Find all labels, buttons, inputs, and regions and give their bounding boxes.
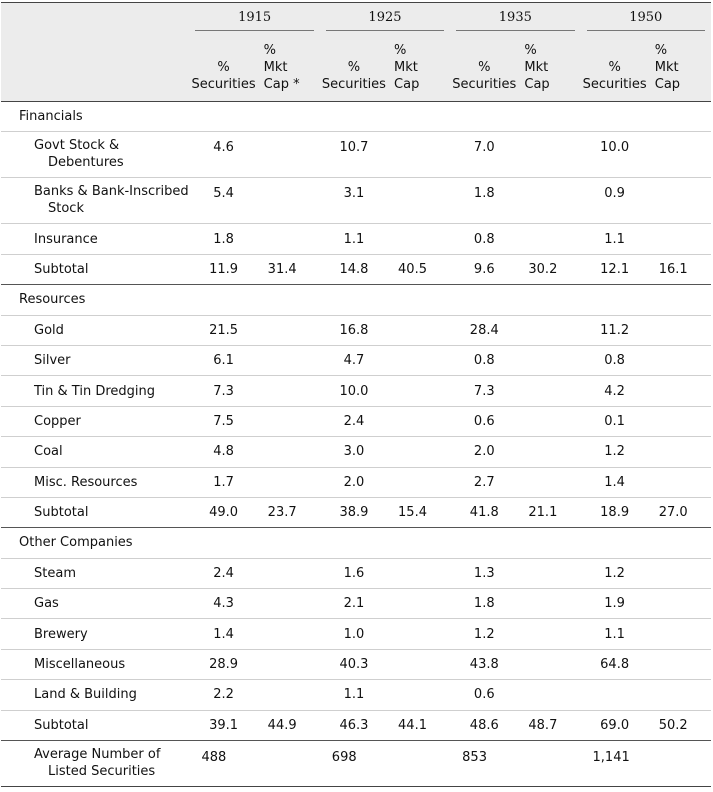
row-label: Subtotal (1, 254, 189, 284)
securities-cell: 1.4 (189, 619, 257, 649)
mkt-cap-cell: 21.1 (518, 497, 580, 527)
mkt-cap-cell (258, 132, 320, 178)
securities-cell: 43.8 (450, 649, 518, 679)
mkt-cap-cell (258, 315, 320, 345)
table-row (1, 345, 711, 375)
securities-cell: 4.2 (581, 376, 649, 406)
year-header: 1935 (450, 3, 580, 32)
row-label: Silver (1, 345, 189, 375)
mkt-cap-cell (518, 345, 580, 375)
table-row (1, 376, 711, 406)
securities-cell: 0.1 (581, 406, 649, 436)
mkt-cap-cell (258, 345, 320, 375)
row-label: Gold (1, 315, 189, 345)
securities-cell: 48.6 (450, 710, 518, 740)
average-row (1, 741, 711, 787)
mkt-cap-cell (258, 589, 320, 619)
header-blank (1, 3, 189, 32)
securities-cell: 1.1 (320, 680, 388, 710)
securities-cell: 7.0 (450, 132, 518, 178)
mkt-cap-cell (518, 619, 580, 649)
securities-cell: 28.9 (189, 649, 257, 679)
row-label: Subtotal (1, 497, 189, 527)
securities-cell: 12.1 (581, 254, 649, 284)
securities-cell: 41.8 (450, 497, 518, 527)
table-row (1, 406, 711, 436)
mkt-cap-cell (388, 437, 450, 467)
mkt-cap-cell (518, 437, 580, 467)
mkt-cap-cell (388, 467, 450, 497)
mkt-cap-cell (388, 376, 450, 406)
securities-cell: 10.7 (320, 132, 388, 178)
securities-cell: 16.8 (320, 315, 388, 345)
mkt-cap-cell: 44.9 (258, 710, 320, 740)
mkt-cap-cell (388, 315, 450, 345)
table-body (1, 102, 711, 787)
mkt-cap-subheader: % Mkt Cap (649, 31, 711, 102)
mkt-cap-subheader: % Mkt Cap * (258, 31, 320, 102)
mkt-cap-cell (518, 680, 580, 710)
securities-cell: 1.2 (581, 558, 649, 588)
table-row (1, 437, 711, 467)
mkt-cap-cell: 15.4 (388, 497, 450, 527)
securities-table (1, 2, 711, 787)
mkt-cap-cell (258, 649, 320, 679)
securities-cell: 4.7 (320, 345, 388, 375)
row-label: Tin & Tin Dredging (1, 376, 189, 406)
securities-cell: 0.9 (581, 178, 649, 224)
mkt-cap-cell (258, 437, 320, 467)
securities-cell: 4.8 (189, 437, 257, 467)
mkt-cap-cell (258, 680, 320, 710)
count-cell: 488 (189, 741, 319, 787)
row-label: Gas (1, 589, 189, 619)
securities-cell: 46.3 (320, 710, 388, 740)
securities-subheader: % Securities (189, 31, 257, 102)
securities-subheader: % Securities (581, 31, 649, 102)
securities-cell: 21.5 (189, 315, 257, 345)
mkt-cap-cell: 16.1 (649, 254, 711, 284)
securities-cell: 2.4 (320, 406, 388, 436)
mkt-cap-cell: 23.7 (258, 497, 320, 527)
securities-cell: 1.8 (450, 178, 518, 224)
mkt-cap-cell (258, 467, 320, 497)
mkt-cap-cell (649, 224, 711, 254)
row-label: Land & Building (1, 680, 189, 710)
mkt-cap-cell (649, 680, 711, 710)
mkt-cap-cell (388, 406, 450, 436)
table-row (1, 649, 711, 679)
mkt-cap-cell (518, 406, 580, 436)
mkt-cap-cell: 30.2 (518, 254, 580, 284)
mkt-cap-cell: 50.2 (649, 710, 711, 740)
securities-cell: 2.2 (189, 680, 257, 710)
mkt-cap-cell (388, 224, 450, 254)
mkt-cap-cell (258, 224, 320, 254)
category-label: Financials (1, 102, 711, 132)
header-blank (1, 31, 189, 102)
securities-cell: 10.0 (581, 132, 649, 178)
securities-cell: 0.8 (450, 345, 518, 375)
securities-cell: 1.8 (189, 224, 257, 254)
securities-cell: 1.6 (320, 558, 388, 588)
table-row (1, 558, 711, 588)
securities-cell: 2.7 (450, 467, 518, 497)
mkt-cap-cell (388, 558, 450, 588)
table-row (1, 178, 711, 224)
table-row (1, 589, 711, 619)
securities-cell: 2.1 (320, 589, 388, 619)
count-cell: 853 (450, 741, 580, 787)
securities-cell: 28.4 (450, 315, 518, 345)
securities-cell: 7.3 (189, 376, 257, 406)
row-label: Steam (1, 558, 189, 588)
securities-cell: 14.8 (320, 254, 388, 284)
mkt-cap-cell (258, 406, 320, 436)
mkt-cap-cell (258, 619, 320, 649)
table-row (1, 619, 711, 649)
securities-cell: 11.2 (581, 315, 649, 345)
securities-subheader: % Securities (450, 31, 518, 102)
mkt-cap-subheader: % Mkt Cap (518, 31, 580, 102)
row-label: Misc. Resources (1, 467, 189, 497)
mkt-cap-cell (649, 315, 711, 345)
mkt-cap-cell (388, 589, 450, 619)
mkt-cap-cell (388, 619, 450, 649)
securities-cell: 10.0 (320, 376, 388, 406)
securities-cell: 49.0 (189, 497, 257, 527)
subtotal-row (1, 497, 711, 527)
year-header: 1950 (581, 3, 711, 32)
securities-cell: 1.2 (581, 437, 649, 467)
mkt-cap-cell (388, 132, 450, 178)
mkt-cap-cell (518, 315, 580, 345)
securities-cell: 1.1 (581, 619, 649, 649)
subtotal-row (1, 710, 711, 740)
securities-cell: 0.8 (581, 345, 649, 375)
row-label: Copper (1, 406, 189, 436)
securities-cell: 11.9 (189, 254, 257, 284)
securities-cell: 0.8 (450, 224, 518, 254)
securities-cell: 0.6 (450, 406, 518, 436)
category-label: Resources (1, 285, 711, 315)
securities-cell: 1.0 (320, 619, 388, 649)
mkt-cap-cell (388, 345, 450, 375)
row-label: Miscellaneous (1, 649, 189, 679)
mkt-cap-cell (649, 178, 711, 224)
mkt-cap-cell (518, 376, 580, 406)
securities-cell: 9.6 (450, 254, 518, 284)
mkt-cap-cell: 31.4 (258, 254, 320, 284)
securities-cell: 18.9 (581, 497, 649, 527)
table-header (1, 3, 711, 102)
mkt-cap-cell (649, 132, 711, 178)
mkt-cap-cell (649, 376, 711, 406)
securities-cell: 1.8 (450, 589, 518, 619)
securities-cell: 6.1 (189, 345, 257, 375)
category-row (1, 102, 711, 132)
row-label: Coal (1, 437, 189, 467)
table-row (1, 467, 711, 497)
securities-cell: 5.4 (189, 178, 257, 224)
mkt-cap-cell (518, 132, 580, 178)
year-header: 1915 (189, 3, 319, 32)
table-row (1, 315, 711, 345)
securities-cell: 1.4 (581, 467, 649, 497)
mkt-cap-cell (649, 467, 711, 497)
securities-cell: 1.3 (450, 558, 518, 588)
securities-cell: 4.6 (189, 132, 257, 178)
year-header: 1925 (320, 3, 450, 32)
securities-cell: 2.0 (450, 437, 518, 467)
mkt-cap-cell (518, 558, 580, 588)
mkt-cap-cell: 44.1 (388, 710, 450, 740)
securities-cell (581, 680, 649, 710)
mkt-cap-cell (518, 224, 580, 254)
row-label: Average Number of Listed Securities (1, 741, 189, 787)
row-label: Insurance (1, 224, 189, 254)
securities-cell: 39.1 (189, 710, 257, 740)
mkt-cap-cell (649, 649, 711, 679)
mkt-cap-cell (649, 437, 711, 467)
securities-cell: 7.3 (450, 376, 518, 406)
securities-cell: 1.9 (581, 589, 649, 619)
count-cell: 698 (320, 741, 450, 787)
securities-cell: 1.7 (189, 467, 257, 497)
mkt-cap-cell (388, 649, 450, 679)
mkt-cap-cell: 40.5 (388, 254, 450, 284)
mkt-cap-cell (258, 376, 320, 406)
mkt-cap-cell: 27.0 (649, 497, 711, 527)
securities-cell: 38.9 (320, 497, 388, 527)
securities-cell: 2.0 (320, 467, 388, 497)
count-cell: 1,141 (581, 741, 711, 787)
securities-cell: 4.3 (189, 589, 257, 619)
securities-cell: 0.6 (450, 680, 518, 710)
row-label: Govt Stock & Debentures (1, 132, 189, 178)
securities-cell: 1.2 (450, 619, 518, 649)
securities-cell: 40.3 (320, 649, 388, 679)
mkt-cap-cell (649, 619, 711, 649)
table-row (1, 132, 711, 178)
mkt-cap-subheader: % Mkt Cap (388, 31, 450, 102)
table-row (1, 680, 711, 710)
category-row (1, 528, 711, 558)
mkt-cap-cell (388, 680, 450, 710)
mkt-cap-cell (649, 406, 711, 436)
mkt-cap-cell: 48.7 (518, 710, 580, 740)
mkt-cap-cell (518, 467, 580, 497)
mkt-cap-cell (518, 589, 580, 619)
mkt-cap-cell (258, 558, 320, 588)
mkt-cap-cell (518, 178, 580, 224)
mkt-cap-cell (649, 558, 711, 588)
securities-cell: 7.5 (189, 406, 257, 436)
subtotal-row (1, 254, 711, 284)
securities-cell: 1.1 (320, 224, 388, 254)
row-label: Brewery (1, 619, 189, 649)
table-row (1, 224, 711, 254)
securities-cell: 3.1 (320, 178, 388, 224)
mkt-cap-cell (649, 589, 711, 619)
mkt-cap-cell (258, 178, 320, 224)
category-label: Other Companies (1, 528, 711, 558)
securities-cell: 64.8 (581, 649, 649, 679)
securities-subheader: % Securities (320, 31, 388, 102)
securities-cell: 3.0 (320, 437, 388, 467)
securities-cell: 2.4 (189, 558, 257, 588)
category-row (1, 285, 711, 315)
row-label: Banks & Bank-Inscribed Stock (1, 178, 189, 224)
mkt-cap-cell (649, 345, 711, 375)
mkt-cap-cell (388, 178, 450, 224)
securities-cell: 1.1 (581, 224, 649, 254)
mkt-cap-cell (518, 649, 580, 679)
securities-cell: 69.0 (581, 710, 649, 740)
row-label: Subtotal (1, 710, 189, 740)
